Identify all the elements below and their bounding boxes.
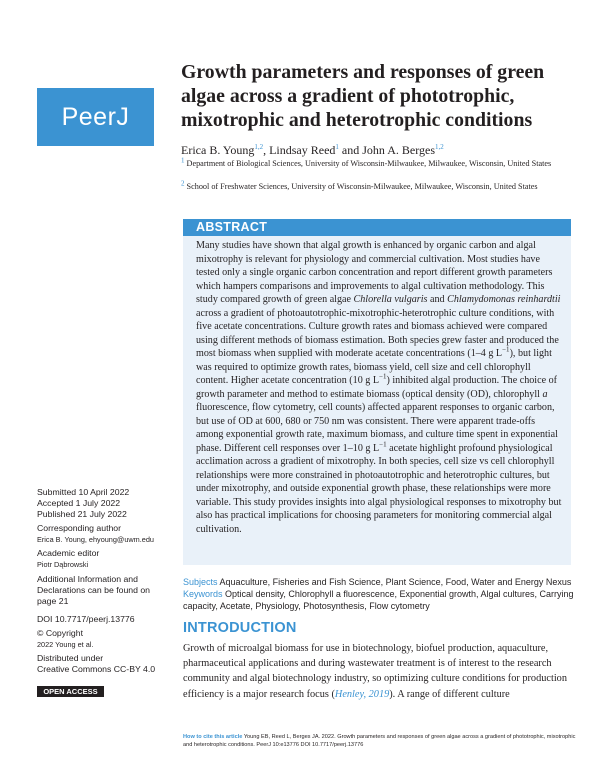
author-affiliation-mark: 1,2 xyxy=(254,143,264,151)
affiliation xyxy=(181,158,561,170)
open-access-badge: OPEN ACCESS xyxy=(37,686,104,697)
affiliation-text: Department of Biological Sciences, University of Wisconsin-Milwaukee, Milwaukee, Wisconsin, United States xyxy=(186,159,552,168)
affiliation-text: School of Freshwater Sciences, University of Wisconsin-Milwaukee, Milwaukee, Wisconsin, United States xyxy=(186,182,538,191)
copyright-value: 2022 Young et al. xyxy=(37,640,94,649)
author-affiliation-mark: 1 xyxy=(335,143,339,151)
date-accepted: Accepted 1 July 2022 xyxy=(37,498,121,508)
subjects xyxy=(183,576,575,588)
author-name[interactable]: Lindsay Reed xyxy=(269,143,336,157)
author-separator: and xyxy=(338,143,363,157)
abstract-text: Many studies have shown that algal growth is enhanced by organic carbon and algal mixotrophy is relevant for physiology and commercial cultivation. Most studies have tested only a single organic carbon concentration and report different growth parameters which hampers comparisons and improvements to algal cultivation methodology. This study compared growth of green algae Chlorella vulgaris and Chlamydomonas reinhardtii across a gradient of photoautotrophic-mixotrophic-heterotrophic culture conditions, with five acetate concentrations. Culture growth rates and biomass achieved were compared using different methods of biomass estimation. Both species grew faster and produced the most biomass when supplied with moderate acetate concentrations (1–4 g $L^{-1}$), but light was required to optimize growth rates, biomass yield, cell size and cell chlorophyll content. Higher acetate concentration (10 g $L^{-1}$) inhibited algal production. The choice of growth parameter and method to estimate biomass (optical density (OD), chlorophyll a fluorescence, flow cytometry, cell counts) affected apparent responses to organic carbon, but use of OD at 600, 680 or 750 nm was consistent. There were apparent trade-offs among exponential growth rate, maximum biomass, and culture time spent in exponential phase. Different cell responses over 1–10 g $L^{-1}$ acetate highlight profound physiological acclimation across a gradient of mixotrophy. In both species, cell size vs cell chlorophyll relationships were more constrained in photoautotrophic and heterotrophic cultures, but under mixotrophy, and outside exponential growth phase, these relationships were more variable. This study provides insights into algal physiological responses to mixotrophy but also has practical implications for choosing parameters for monitoring commercial algal cultivation. xyxy=(196,240,562,535)
species-name: Chlorella vulgaris xyxy=(353,294,428,305)
citation-footer xyxy=(183,733,578,749)
copyright-label: © Copyright xyxy=(37,628,84,638)
date-submitted: Submitted 10 April 2022 xyxy=(37,487,130,497)
academic-editor-label: Academic editor xyxy=(37,548,100,558)
species-name: Chlamydomonas reinhardtii xyxy=(447,294,561,305)
subjects-label: Subjects xyxy=(183,577,218,587)
keywords xyxy=(183,588,575,612)
author-affiliation-mark: 1,2 xyxy=(435,143,444,151)
affiliation xyxy=(181,181,561,193)
affiliation-number: 2 xyxy=(181,179,185,188)
author-name[interactable]: Erica B. Young xyxy=(181,143,255,157)
additional-information[interactable]: Additional Information and Declarations can be found on page 21 xyxy=(37,574,151,606)
license-label: Distributed under xyxy=(37,653,104,663)
corresponding-author-label: Corresponding author xyxy=(37,523,122,533)
keywords-label: Keywords xyxy=(183,589,223,599)
footer-citation-text: Young EB, Reed L, Berges JA. 2022. Growth parameters and responses of green algae across a gradient of phototrophic, mixotrophic and heterotrophic conditions. PeerJ 10:e13776 DOI 10.7717/peerj.13776 xyxy=(183,734,576,748)
corresponding-author-value[interactable]: Erica B. Young, ehyoung@uwm.edu xyxy=(37,535,154,544)
abstract-heading: ABSTRACT xyxy=(196,220,268,234)
introduction-text: Growth of microalgal biomass for use in biotechnology, biofuel production, aquaculture, pharmaceutical applications and during wastewater treatment is of interest to the research community and algal biotechnology industry, so optimizing culture conditions for production efficiency is a major research focus (Henley, 2019). A range of different culture xyxy=(183,643,567,700)
author-separator: , xyxy=(263,143,270,157)
footer-label: How to cite this article xyxy=(183,734,243,740)
author-name[interactable]: John A. Berges xyxy=(362,143,436,157)
peerj-logo: PeerJ xyxy=(37,88,154,146)
citation-link[interactable]: Henley, 2019 xyxy=(334,688,390,700)
copyright-icon: © xyxy=(37,628,44,638)
article-title: Growth parameters and responses of green algae across a gradient of phototrophic, mixotrophic and heterotrophic conditions xyxy=(181,61,545,131)
date-published: Published 21 July 2022 xyxy=(37,509,127,519)
academic-editor-value: Piotr Dąbrowski xyxy=(37,560,89,569)
introduction-heading: INTRODUCTION xyxy=(183,620,297,636)
affiliation-number: 1 xyxy=(181,156,185,165)
license-value[interactable]: Creative Commons CC-BY 4.0 xyxy=(37,664,156,674)
doi-link[interactable]: DOI 10.7717/peerj.13776 xyxy=(37,614,135,624)
keywords-value: Optical density, Chlorophyll a fluorescence, Exponential growth, Algal cultures, Carrying capacity, Acetate, Physiology, Photosynthesis, Flow cytometry xyxy=(183,589,574,611)
subjects-value: Aquaculture, Fisheries and Fish Science, Plant Science, Food, Water and Energy Nexus xyxy=(219,577,572,587)
author-list xyxy=(181,143,444,158)
